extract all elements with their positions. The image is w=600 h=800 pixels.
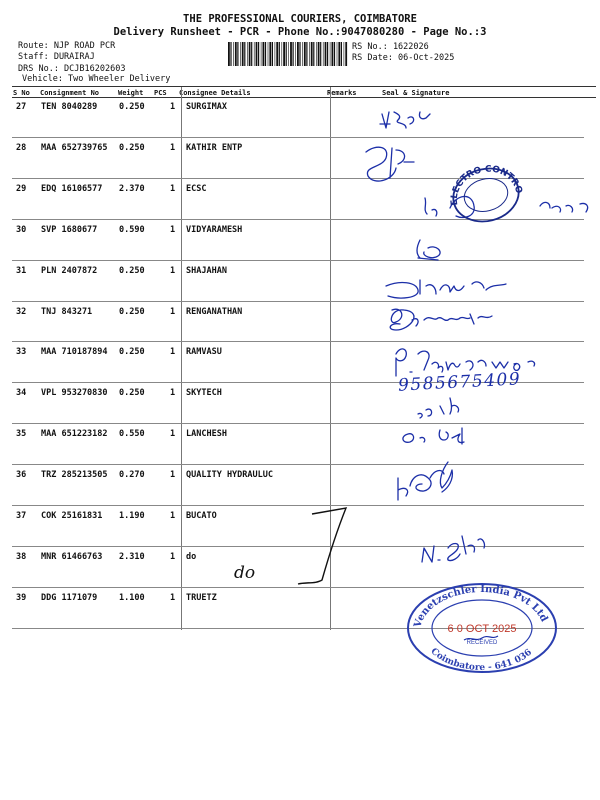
cell-sno: 32 — [16, 306, 27, 317]
cell-weight: 1.190 — [119, 511, 145, 521]
cell-pcs: 1 — [170, 511, 176, 521]
cell-pcs: 1 — [170, 470, 176, 481]
svg-text:Coimbatore - 641 036 — [429, 647, 534, 674]
seal-received: RECEIVED — [466, 640, 498, 646]
cell-weight: 0.250 — [119, 306, 145, 317]
signature-32 — [390, 309, 492, 330]
cell-consignment-no: SVP 1680677 — [41, 224, 98, 235]
cell-consignment-no: COK 25161831 — [41, 511, 103, 521]
cell-pcs: 1 — [170, 224, 176, 235]
cell-consignment-no: MAA 651223182 — [41, 429, 108, 440]
cell-pcs: 1 — [170, 347, 176, 358]
seal-company-name: Venetzschler India Pvt Ltd — [412, 583, 550, 629]
cell-weight: 2.310 — [119, 551, 145, 562]
cell-weight: 0.250 — [119, 347, 145, 358]
cell-consignment-no: MAA 710187894 — [41, 347, 108, 358]
route-label: Route: NJP ROAD PCR — [18, 41, 116, 51]
cell-consignment-no: EDQ 16106577 — [41, 183, 103, 194]
cell-consignee: QUALITY HYDRAULUC — [186, 470, 273, 481]
cell-pcs: 1 — [170, 551, 176, 562]
cell-weight: 2.370 — [119, 183, 145, 194]
signature-27 — [380, 112, 430, 128]
runsheet-title: THE PROFESSIONAL COURIERS, COIMBATORE — [183, 13, 417, 25]
cell-sno: 28 — [16, 142, 27, 153]
rs-number: RS No.: 1622026 — [352, 42, 429, 52]
cell-sno: 36 — [16, 470, 27, 481]
cell-consignee: VIDYARAMESH — [186, 224, 243, 235]
cell-weight: 0.250 — [119, 102, 145, 112]
electro-controls-stamp — [448, 164, 524, 226]
cell-consignee: KATHIR ENTP — [186, 142, 243, 153]
cell-weight: 1.100 — [119, 592, 145, 603]
cell-weight: 0.270 — [119, 470, 145, 481]
cell-consignee: ECSC — [186, 183, 207, 194]
cell-pcs: 1 — [170, 142, 176, 153]
cell-consignee: SHAJAHAN — [186, 265, 227, 276]
do-mark: do — [234, 563, 256, 583]
signature-34 — [418, 398, 459, 418]
phone-note: 9585675409 — [397, 369, 522, 396]
svg-text:ELECTRO CONTROLS — [448, 164, 524, 212]
cell-sno: 35 — [16, 429, 27, 440]
cell-consignment-no: MAA 652739765 — [41, 142, 108, 153]
signature-38 — [422, 536, 485, 562]
company-seal-stamp — [404, 580, 560, 676]
cell-consignee: SKYTECH — [186, 388, 222, 399]
cell-pcs: 1 — [170, 429, 176, 440]
cell-consignment-no: TRZ 285213505 — [41, 470, 108, 481]
cell-sno: 38 — [16, 551, 27, 562]
cell-sno: 31 — [16, 265, 27, 276]
cell-sno: 30 — [16, 224, 27, 235]
cell-consignee: do — [186, 551, 197, 562]
cell-pcs: 1 — [170, 388, 176, 399]
staff-label: Staff: DURAIRAJ — [18, 52, 95, 62]
col-header-consignment: Consignment No — [40, 89, 100, 97]
cell-consignee: TRUETZ — [186, 592, 217, 603]
cell-sno: 27 — [16, 102, 27, 112]
cell-sno: 29 — [16, 183, 27, 194]
runsheet-subtitle: Delivery Runsheet - PCR - Phone No.:9047080280 - Page No.:3 — [113, 26, 487, 38]
cell-pcs: 1 — [170, 265, 176, 276]
signature-28 — [366, 147, 414, 181]
cell-consignment-no: VPL 953270830 — [41, 388, 108, 399]
seal-date: 6 0 OCT 2025 — [447, 623, 517, 635]
cell-weight: 0.590 — [119, 224, 145, 235]
electro-controls-text: ELECTRO CONTROLS — [449, 164, 524, 206]
col-header-weight: Weight — [118, 89, 144, 97]
signature-31 — [386, 280, 506, 298]
signature-36 — [398, 462, 452, 500]
signature-35 — [403, 428, 464, 444]
col-header-sno: S No — [13, 89, 30, 97]
col-header-seal: Seal & Signature — [382, 89, 450, 97]
cell-pcs: 1 — [170, 306, 176, 317]
cell-weight: 0.550 — [119, 429, 145, 440]
signature-30 — [417, 240, 440, 260]
drs-label: DRS No.: DCJB16202603 — [18, 64, 126, 74]
rs-date: RS Date: 06-Oct-2025 — [352, 53, 455, 63]
cell-pcs: 1 — [170, 592, 176, 603]
col-header-pcs: PCS — [154, 89, 167, 97]
cell-consignment-no: PLN 2407872 — [41, 265, 98, 276]
cell-consignee: BUCATO — [186, 511, 217, 521]
cell-sno: 34 — [16, 388, 27, 399]
cell-sno: 37 — [16, 511, 27, 521]
col-header-remarks: Remarks — [327, 89, 357, 97]
cell-consignee: SURGIMAX — [186, 102, 227, 112]
cell-weight: 0.250 — [119, 142, 145, 153]
cell-sno: 39 — [16, 592, 27, 603]
cell-consignee: RAMVASU — [186, 347, 222, 358]
cell-pcs: 1 — [170, 102, 176, 112]
cell-sno: 33 — [16, 347, 27, 358]
cell-consignee: RENGANATHAN — [186, 306, 243, 317]
cell-consignee: LANCHESH — [186, 429, 227, 440]
cell-pcs: 1 — [170, 183, 176, 194]
cell-consignment-no: MNR 61466763 — [41, 551, 103, 562]
col-header-consignee: Consignee Details — [179, 89, 251, 97]
cell-consignment-no: DDG 1171079 — [41, 592, 98, 603]
cell-weight: 0.250 — [119, 265, 145, 276]
cell-consignment-no: TNJ 843271 — [41, 306, 93, 317]
cell-weight: 0.250 — [119, 388, 145, 399]
seal-city: Coimbatore - 641 036 — [428, 646, 535, 674]
vehicle-label: Vehicle: Two Wheeler Delivery — [22, 74, 171, 84]
cell-consignment-no: TEN 8040289 — [41, 102, 98, 112]
bracket-mark — [298, 508, 346, 584]
